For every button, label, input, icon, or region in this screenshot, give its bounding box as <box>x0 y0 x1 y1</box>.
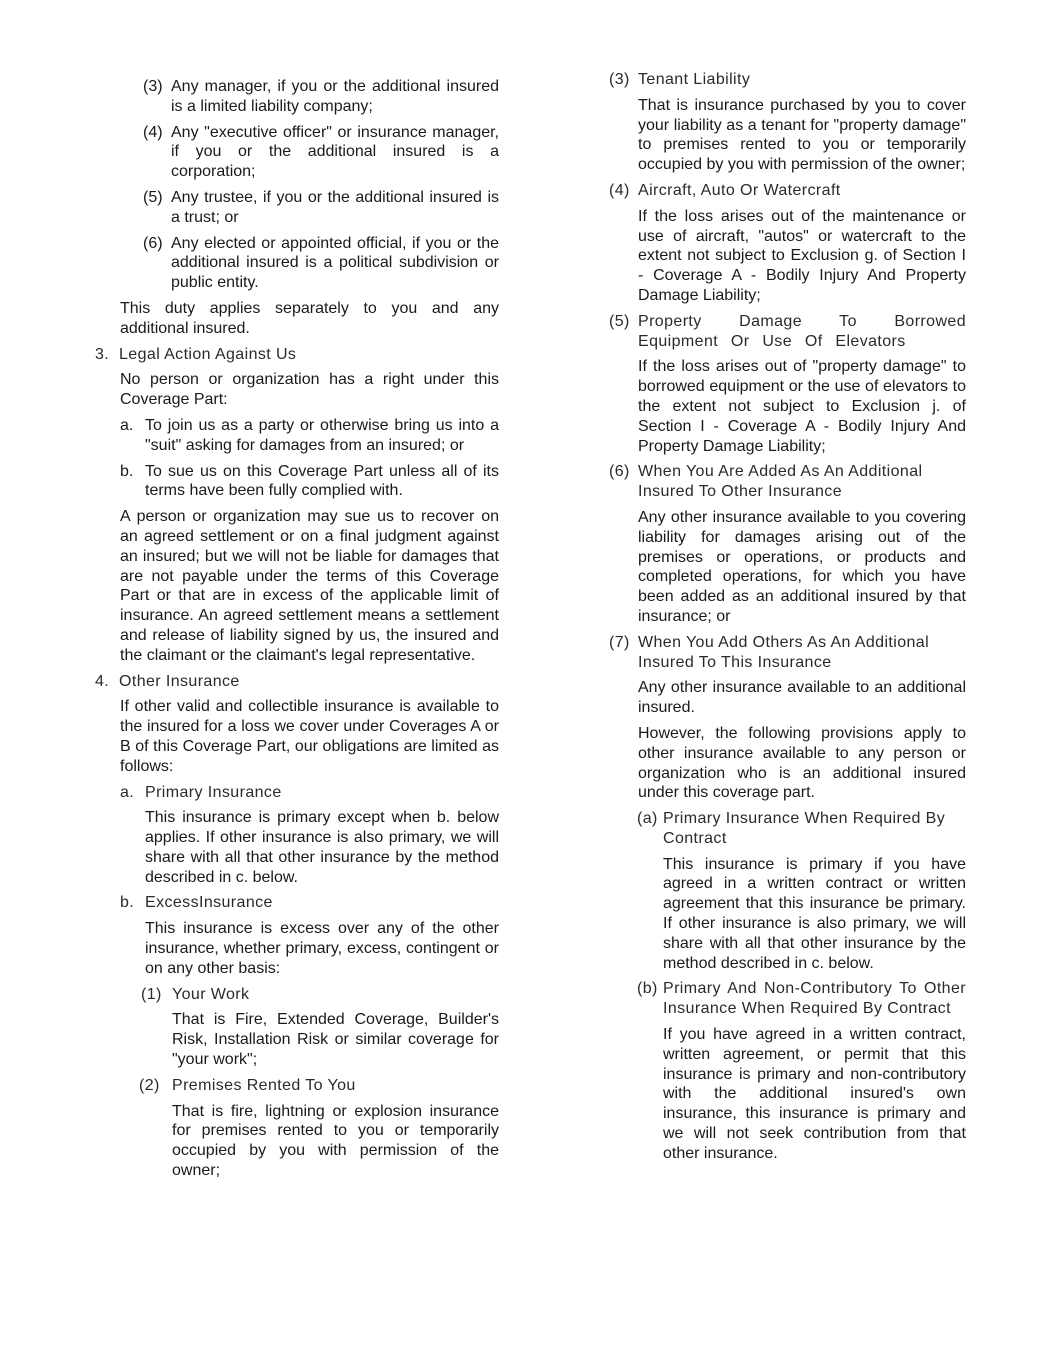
item-number: (3) <box>609 71 630 88</box>
section-title: Legal Action Against Us <box>119 345 297 363</box>
left-column <box>93 77 499 1187</box>
section-number: 4. <box>95 672 110 690</box>
item-text: That is fire, lightning or explosion insurance for premises rented to you or temporarily occupied by you with permission of the owner; <box>172 1102 499 1180</box>
list-item <box>93 462 499 502</box>
list-item <box>93 123 499 182</box>
list-item <box>93 77 499 117</box>
section-intro: No person or organization has a right under this Coverage Part: <box>120 371 499 409</box>
item-text: That is Fire, Extended Coverage, Builder's Risk, Installation Risk or similar coverage for "your work"; <box>172 1011 499 1069</box>
item-text: If the loss arises out of the maintenance or use of aircraft, "autos" or watercraft to the extent not subject to Exclusion g. of Section I - Coverage A - Bodily Injury And Property Damage Liability; <box>638 207 966 304</box>
item-text: If the loss arises out of "property damage" to borrowed equipment or the use of elevators to the extent not subject to Exclusion j. of Section I - Coverage A - Bodily Injury And Property Damage Liability; <box>638 358 966 455</box>
subsection-text: This insurance is excess over any of the other insurance, whether primary, excess, contingent or on any other basis: <box>145 920 499 977</box>
item-text: To sue us on this Coverage Part unless all of its terms have been fully complied with. <box>145 462 499 500</box>
item-number: (7) <box>609 633 630 651</box>
item-title: Premises Rented To You <box>172 1076 356 1094</box>
item-heading <box>607 633 966 673</box>
item-text: Any other insurance available to you covering liability for damages arising out of the premises or operations, or products and completed operations, for which you have been added as an additional insured by that insurance; or <box>638 508 966 625</box>
item-number: (1) <box>141 985 162 1003</box>
section-intro: If other valid and collectible insurance is available to the insured for a loss we cover under Coverages A or B of this Coverage Part, our obligations are limited as follows: <box>120 698 499 775</box>
section-body: A person or organization may sue us to recover on an agreed settlement or on a final judgment against an insured; but we will not be liable for damages that are not payable under the terms of this Coverage Part or that are in excess of the applicable limit of insurance. An agreed settlement means a settlement and release of liability signed by us, the insured and the claimant or the claimant's legal representative. <box>120 508 499 664</box>
item-number: (5) <box>143 188 163 206</box>
item-title: When You Add Others As An Additional Insured To This Insurance <box>638 633 930 671</box>
item-number: (3) <box>143 78 163 95</box>
subsection-heading <box>93 893 499 913</box>
item-text: Any "executive officer" or insurance manager, if you or the additional insured is a corporation; <box>171 123 499 181</box>
subsection-text: This insurance is primary except when b. below applies. If other insurance is also primary, we will share with all that other insurance by the method described in c. below. <box>145 809 499 886</box>
item-title: Aircraft, Auto Or Watercraft <box>638 181 841 199</box>
item-heading <box>607 312 966 352</box>
item-number: (5) <box>609 312 630 330</box>
item-number: (4) <box>143 123 163 141</box>
item-letter: b. <box>120 894 135 912</box>
item-text: That is insurance purchased by you to cover your liability as a tenant for "property damage" to premises rented to you or temporarily occupied by you with permission of the owner; <box>638 96 966 174</box>
section-number: 3. <box>95 345 110 363</box>
item-heading <box>93 985 499 1005</box>
subitem-heading <box>607 809 966 849</box>
subsection-title: Primary Insurance <box>145 783 282 801</box>
item-heading <box>607 181 966 201</box>
item-number: (6) <box>143 234 163 252</box>
list-item <box>93 188 499 228</box>
item-title: Your Work <box>172 985 250 1003</box>
subitem-letter: (b) <box>637 980 658 998</box>
item-text: Any manager, if you or the additional insured is a limited liability company; <box>171 78 499 115</box>
item-title: Property Damage To Borrowed Equipment Or Use Of Elevators <box>638 312 966 350</box>
item-heading <box>607 462 966 502</box>
subsection-heading <box>93 783 499 803</box>
item-text: Any other insurance available to an additional insured. <box>638 679 966 717</box>
duty-paragraph: This duty applies separately to you and any additional insured. <box>120 299 499 337</box>
section-title: Other Insurance <box>119 672 240 690</box>
item-text: Any elected or appointed official, if you or the additional insured is a political subdivision or public entity. <box>171 234 499 292</box>
item-title: Tenant Liability <box>638 71 751 88</box>
item-text: However, the following provisions apply to other insurance available to any person or organization who is an additional insured under this coverage part. <box>638 724 966 802</box>
subitem-title: Primary Insurance When Required By Contract <box>663 810 946 847</box>
section-heading <box>93 345 499 365</box>
list-item <box>93 416 499 456</box>
item-text: Any trustee, if you or the additional insured is a trust; or <box>171 188 499 226</box>
subitem-text: If you have agreed in a written contract, written agreement, or permit that this insurance is primary and non-contributory with the additional insured's own insurance, this insurance is primary and we will not seek contribution from that other insurance. <box>663 1026 966 1162</box>
item-letter: a. <box>120 783 135 801</box>
subitem-title: Primary And Non-Contributory To Other Insurance When Required By Contract <box>663 980 966 1018</box>
item-letter: b. <box>120 462 134 480</box>
right-column <box>607 70 966 1170</box>
item-heading <box>93 1076 499 1096</box>
item-number: (4) <box>609 181 630 199</box>
item-number: (2) <box>139 1076 160 1094</box>
item-heading <box>607 70 966 90</box>
section-heading <box>93 672 499 692</box>
list-item <box>93 234 499 293</box>
subitem-heading <box>607 979 966 1019</box>
item-title: When You Are Added As An Additional Insured To Other Insurance <box>638 463 923 501</box>
item-text: To join us as a party or otherwise bring us into a "suit" asking for damages from an insured; or <box>145 416 499 454</box>
subitem-text: This insurance is primary if you have agreed in a written contract or written agreement that this insurance be primary. If other insurance is also primary, we will share with all that other insurance by the method described in c. below. <box>663 855 966 972</box>
item-letter: a. <box>120 416 134 434</box>
subitem-letter: (a) <box>637 810 658 828</box>
item-number: (6) <box>609 463 630 481</box>
subsection-title: ExcessInsurance <box>145 894 273 912</box>
